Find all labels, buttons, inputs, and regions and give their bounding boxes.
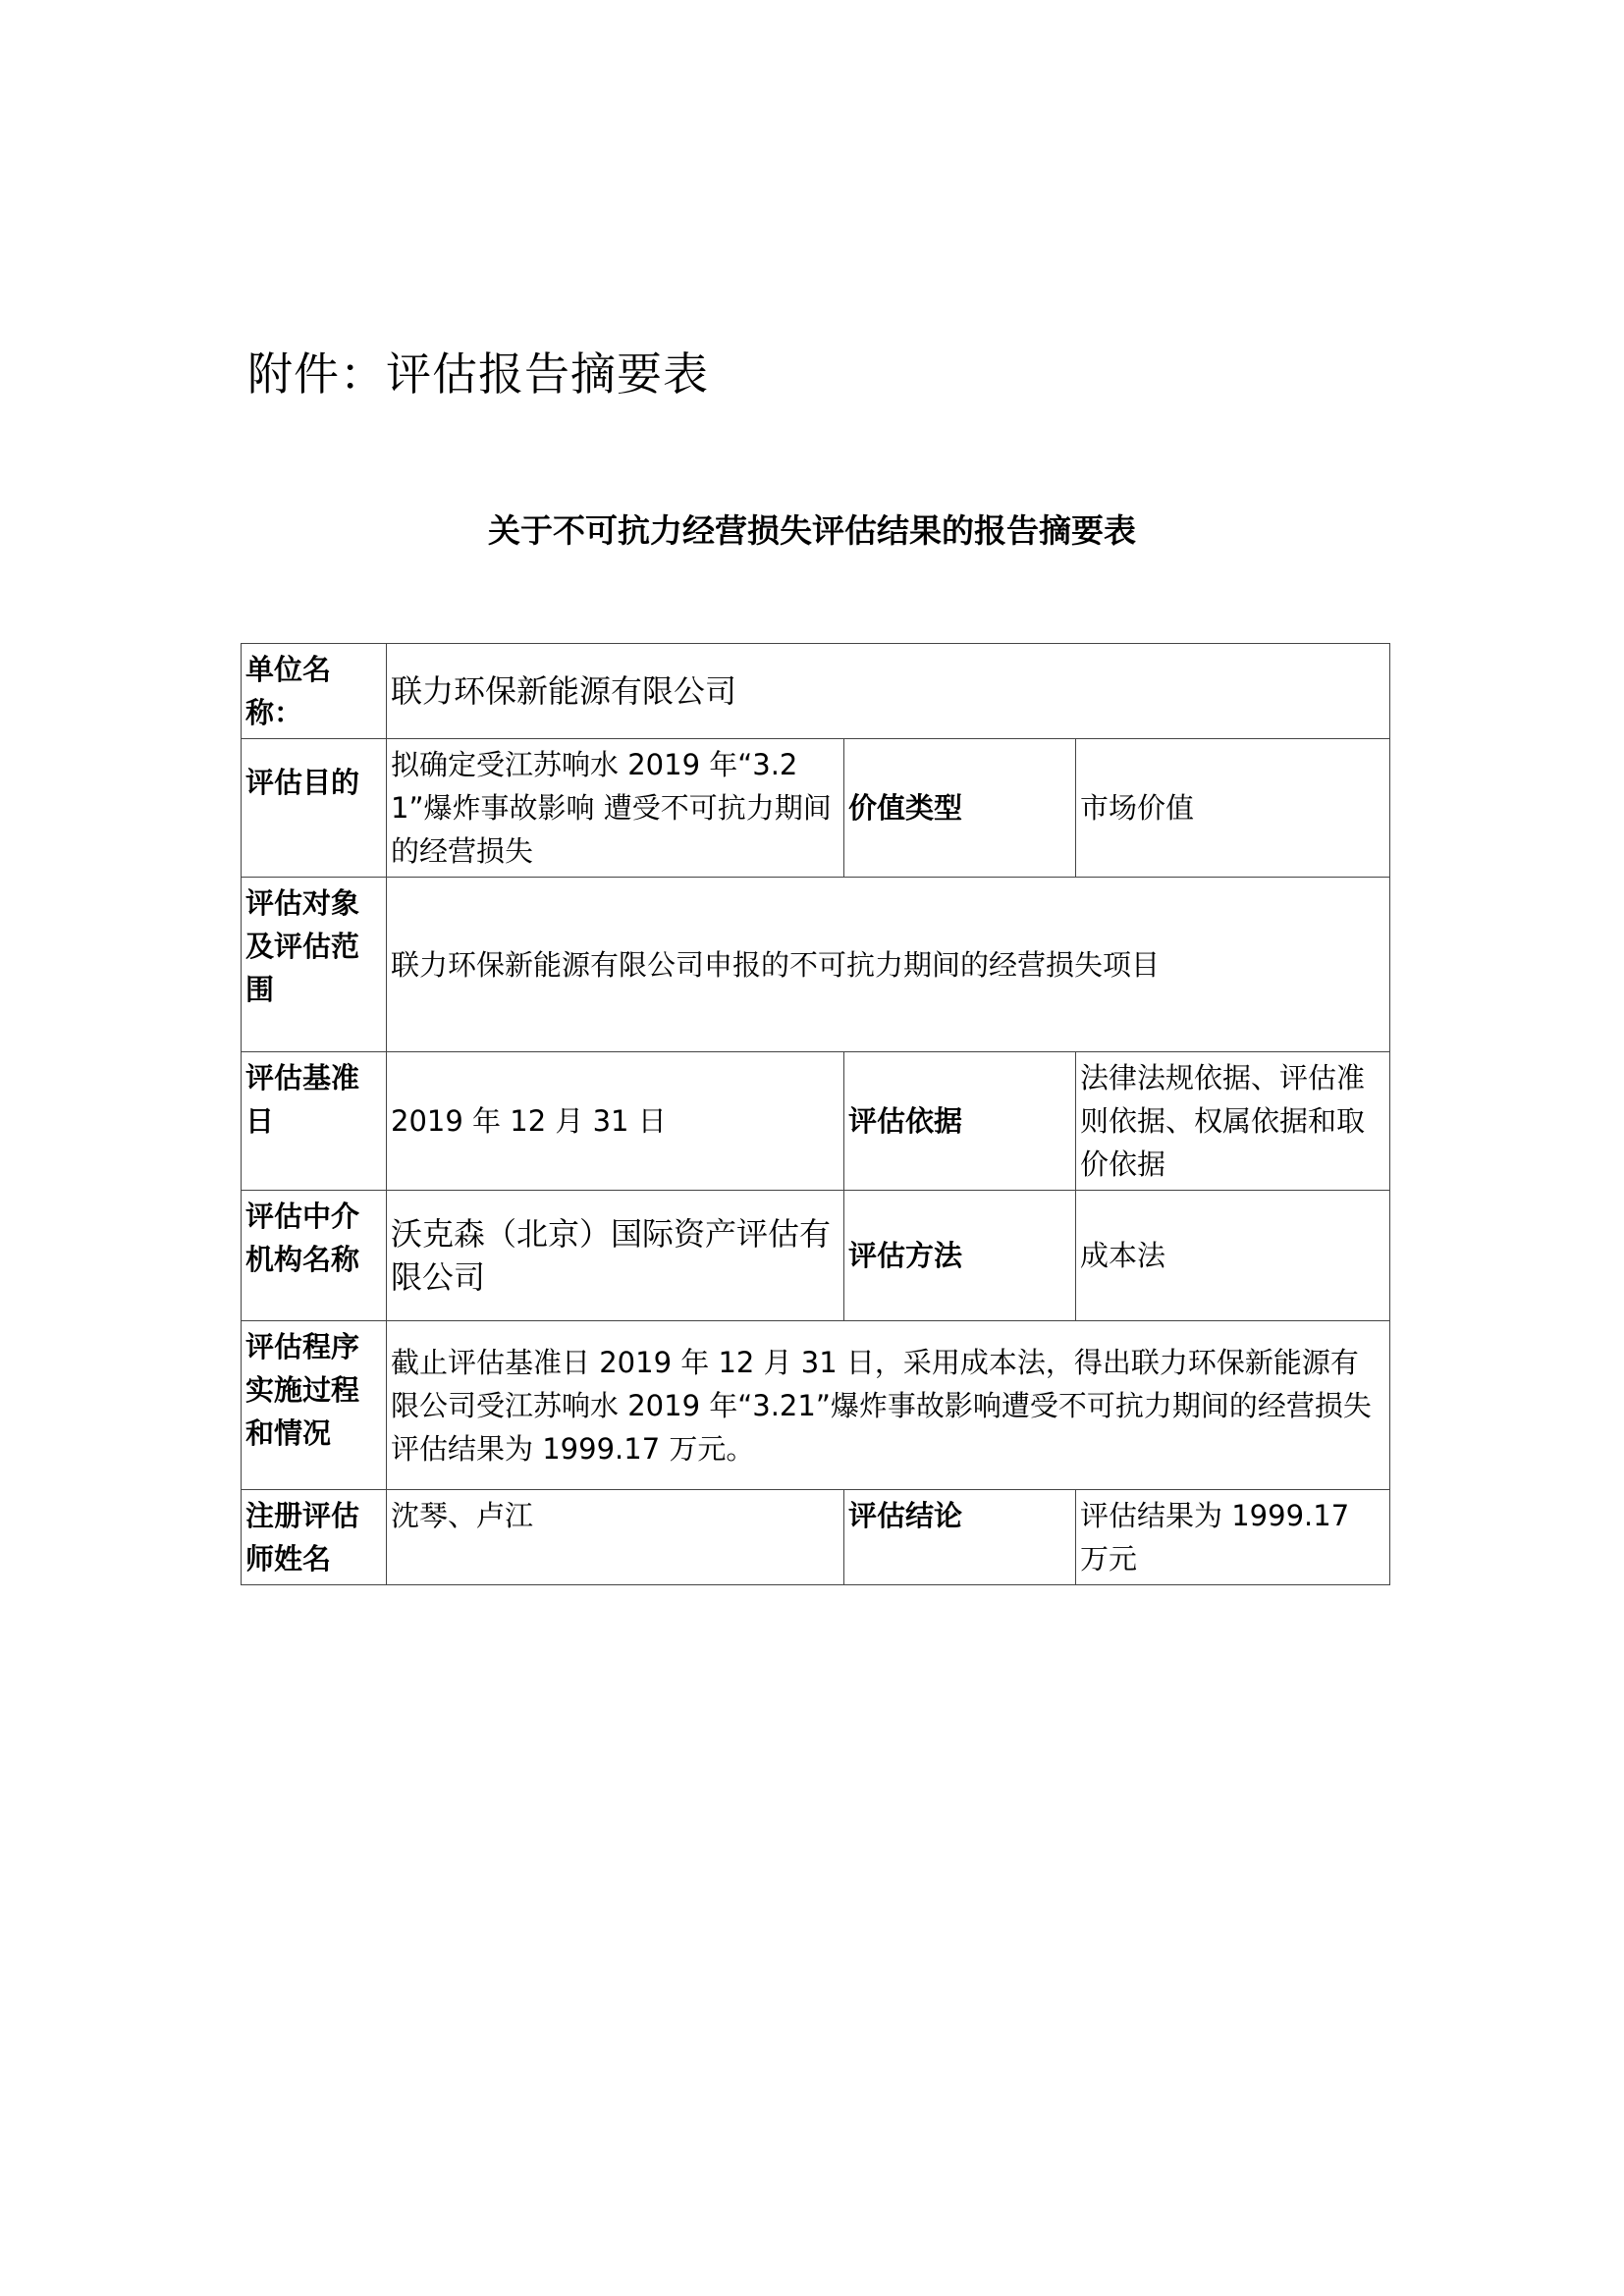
attachment-title: 附件：评估报告摘要表 <box>247 347 709 400</box>
table-row-scope <box>242 878 1390 1052</box>
procedure-label: 评估程序实施过程和情况 <box>242 1321 387 1490</box>
unit-name-label: 单位名称： <box>242 644 387 739</box>
procedure-value: 截止评估基准日 2019 年 12 月 31 日，采用成本法，得出联力环保新能源有限公司受江苏响水 2019 年“3.21”爆炸事故影响遭受不可抗力期间的经营损失评估结果为 1999.17 万元。 <box>387 1321 1390 1490</box>
base-date-label: 评估基准日 <box>242 1052 387 1191</box>
appraisers-label: 注册评估师姓名 <box>242 1490 387 1585</box>
table-row-procedure <box>242 1321 1390 1490</box>
conclusion-label: 评估结论 <box>844 1490 1076 1585</box>
value-type-value: 市场价值 <box>1076 739 1390 878</box>
unit-name-value: 联力环保新能源有限公司 <box>387 644 1390 739</box>
table-row-agency <box>242 1191 1390 1321</box>
scope-label: 评估对象及评估范围 <box>242 878 387 1052</box>
conclusion-value: 评估结果为 1999.17 万元 <box>1076 1490 1390 1585</box>
basis-label: 评估依据 <box>844 1052 1076 1191</box>
method-value: 成本法 <box>1076 1191 1390 1321</box>
report-title: 关于不可抗力经营损失评估结果的报告摘要表 <box>488 511 1136 550</box>
basis-value: 法律法规依据、评估准则依据、权属依据和取价依据 <box>1076 1052 1390 1191</box>
table-row-base-date <box>242 1052 1390 1191</box>
purpose-label: 评估目的 <box>242 739 387 878</box>
scope-value: 联力环保新能源有限公司申报的不可抗力期间的经营损失项目 <box>387 878 1390 1052</box>
method-label: 评估方法 <box>844 1191 1076 1321</box>
value-type-label: 价值类型 <box>844 739 1076 878</box>
appraisers-value: 沈琴、卢江 <box>387 1490 844 1585</box>
summary-table <box>241 643 1390 1585</box>
table-row-purpose <box>242 739 1390 878</box>
agency-label: 评估中介机构名称 <box>242 1191 387 1321</box>
base-date-value: 2019 年 12 月 31 日 <box>387 1052 844 1191</box>
table-row-appraisers <box>242 1490 1390 1585</box>
table-row-unit-name <box>242 644 1390 739</box>
agency-value: 沃克森（北京）国际资产评估有限公司 <box>387 1191 844 1321</box>
purpose-value: 拟确定受江苏响水 2019 年“3.21”爆炸事故影响 遭受不可抗力期间的经营损失 <box>387 739 844 878</box>
